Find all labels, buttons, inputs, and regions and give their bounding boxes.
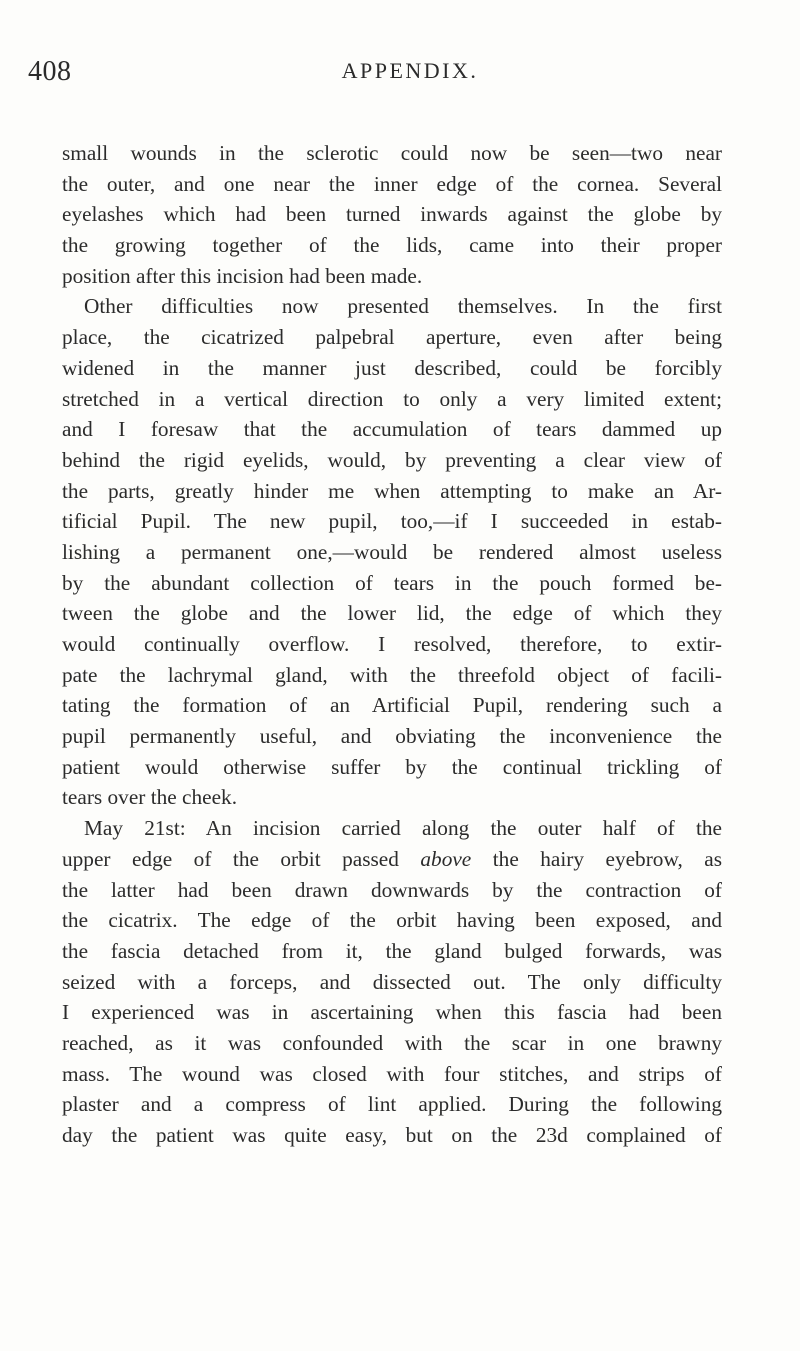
text-line: tween the globe and the lower lid, the edge of which they (62, 601, 722, 626)
text-line: the growing together of the lids, came into their proper (62, 233, 722, 258)
text-line: the cicatrix. The edge of the orbit having been exposed, and (62, 908, 722, 933)
text-line: I experienced was in ascertaining when this fascia had been (62, 1000, 722, 1025)
text-line: pate the lachrymal gland, with the threefold object of facili- (62, 662, 722, 687)
text-line: the fascia detached from it, the gland bulged forwards, was (62, 938, 722, 963)
text-line: pupil permanently useful, and obviating the inconvenience the (62, 724, 722, 749)
text-line: would continually overflow. I resolved, therefore, to extir- (62, 632, 722, 656)
text-line: and I foresaw that the accumulation of tears dammed up (62, 417, 722, 442)
text-line: day the patient was quite easy, but on the 23d complained of (62, 1123, 722, 1147)
text-line: tificial Pupil. The new pupil, too,—if I succeeded in estab- (62, 509, 722, 534)
text-line: May 21st: An incision carried along the outer half of the (84, 816, 722, 841)
text-line: eyelashes which had been turned inwards against the globe by (62, 202, 722, 227)
body-text (62, 138, 722, 1151)
page-header (0, 56, 800, 96)
italic-word: above (420, 846, 472, 871)
text-segment: the hairy eyebrow, as (492, 846, 722, 871)
text-line: patient would otherwise suffer by the continual trickling of (62, 754, 722, 779)
text-segment: upper edge of the orbit passed (62, 846, 421, 871)
text-line: place, the cicatrized palpebral aperture, even after being (62, 325, 722, 350)
text-line: position after this incision had been made. (62, 263, 423, 288)
text-line: seized with a forceps, and dissected out. The only difficulty (62, 969, 722, 994)
text-line: widened in the manner just described, could be forcibly (62, 355, 722, 380)
text-line: tating the formation of an Artificial Pupil, rendering such a (62, 693, 722, 718)
text-line: stretched in a vertical direction to only a very limited extent; (62, 386, 722, 411)
text-line: small wounds in the sclerotic could now be seen—two near (62, 141, 722, 165)
text-line: lishing a permanent one,—would be rendered almost useless (62, 539, 722, 564)
text-line: plaster and a compress of lint applied. During the following (62, 1092, 722, 1117)
text-line: the outer, and one near the inner edge of the cornea. Several (62, 171, 722, 196)
running-head: APPENDIX. (341, 58, 479, 83)
text-line-with-italic (62, 844, 722, 875)
text-line: reached, as it was confounded with the scar in one brawny (62, 1030, 722, 1055)
text-line: mass. The wound was closed with four stitches, and strips of (62, 1061, 722, 1086)
text-line: behind the rigid eyelids, would, by preventing a clear view of (62, 447, 722, 472)
text-line: the latter had been drawn downwards by the contraction of (62, 877, 722, 902)
text-line: by the abundant collection of tears in the pouch formed be- (62, 570, 722, 595)
page-number: 408 (28, 56, 72, 87)
text-line: tears over the cheek. (62, 785, 238, 810)
text-line: the parts, greatly hinder me when attempting to make an Ar- (62, 478, 722, 503)
text-line: Other difficulties now presented themselves. In the first (84, 294, 722, 319)
